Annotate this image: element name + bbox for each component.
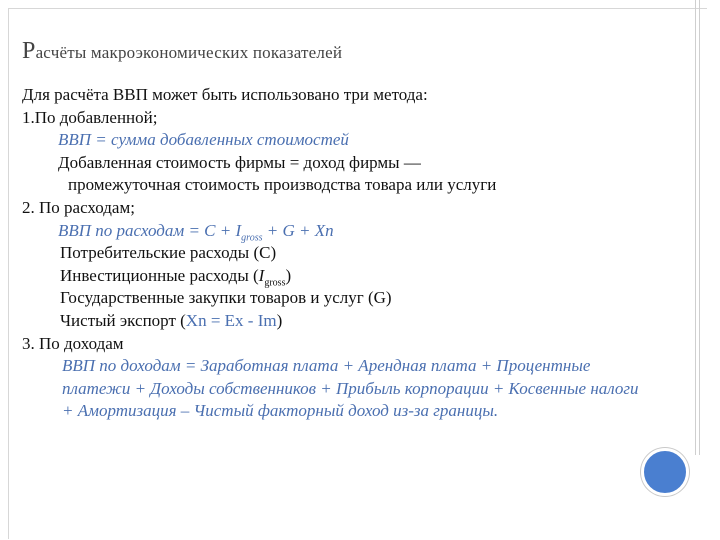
slide-body bbox=[22, 84, 662, 423]
method-1-heading: 1.По добавленной; bbox=[22, 107, 158, 127]
method-1-formula: ВВП = сумма добавленных стоимостей bbox=[58, 130, 349, 150]
method-2-formula-post: + G + Xn bbox=[262, 220, 334, 240]
consumption-line: Потребительские расходы (C) bbox=[60, 243, 277, 263]
method-2-formula bbox=[22, 220, 662, 243]
method-3-formula: ВВП по доходам = Заработная плата + Арендная плата + Процентные платежи + Доходы собственников + Прибыль корпорации + Косвенные налоги + Амортизация – Чистый факторный доход из-за границы. bbox=[62, 356, 639, 421]
net-export-post: ) bbox=[276, 310, 283, 330]
investment-pre: Инвестиционные расходы ( bbox=[60, 265, 259, 285]
intro-line: Для расчёта ВВП может быть использовано три метода: bbox=[22, 85, 428, 104]
title-rest: асчёты макроэкономических показателей bbox=[35, 43, 343, 62]
net-export-formula: Xn = Ex - Im bbox=[185, 310, 277, 330]
net-export-pre: Чистый экспорт ( bbox=[60, 310, 186, 330]
decorative-rail bbox=[695, 0, 700, 455]
method-3-heading: 3. По доходам bbox=[22, 333, 124, 353]
decorative-circle-icon bbox=[641, 448, 689, 496]
method-2-formula-pre: ВВП по расходам = C + I bbox=[58, 220, 242, 240]
investment-post: ) bbox=[285, 265, 292, 285]
method-1-definition-line-2: промежуточная стоимость производства товара или услуги bbox=[68, 175, 497, 195]
government-line: Государственные закупки товаров и услуг (G) bbox=[60, 288, 392, 308]
method-2-formula-sub: gross bbox=[241, 231, 263, 243]
method-1-definition-line-1: Добавленная стоимость фирмы = доход фирмы — bbox=[58, 152, 421, 172]
title-first-letter: Р bbox=[22, 38, 36, 64]
slide-title bbox=[22, 38, 342, 65]
investment-sub: gross bbox=[264, 277, 286, 289]
investment-var: I bbox=[258, 265, 265, 285]
method-2-heading: 2. По расходам; bbox=[22, 197, 135, 217]
net-export-line bbox=[22, 310, 662, 333]
investment-line bbox=[22, 265, 662, 288]
